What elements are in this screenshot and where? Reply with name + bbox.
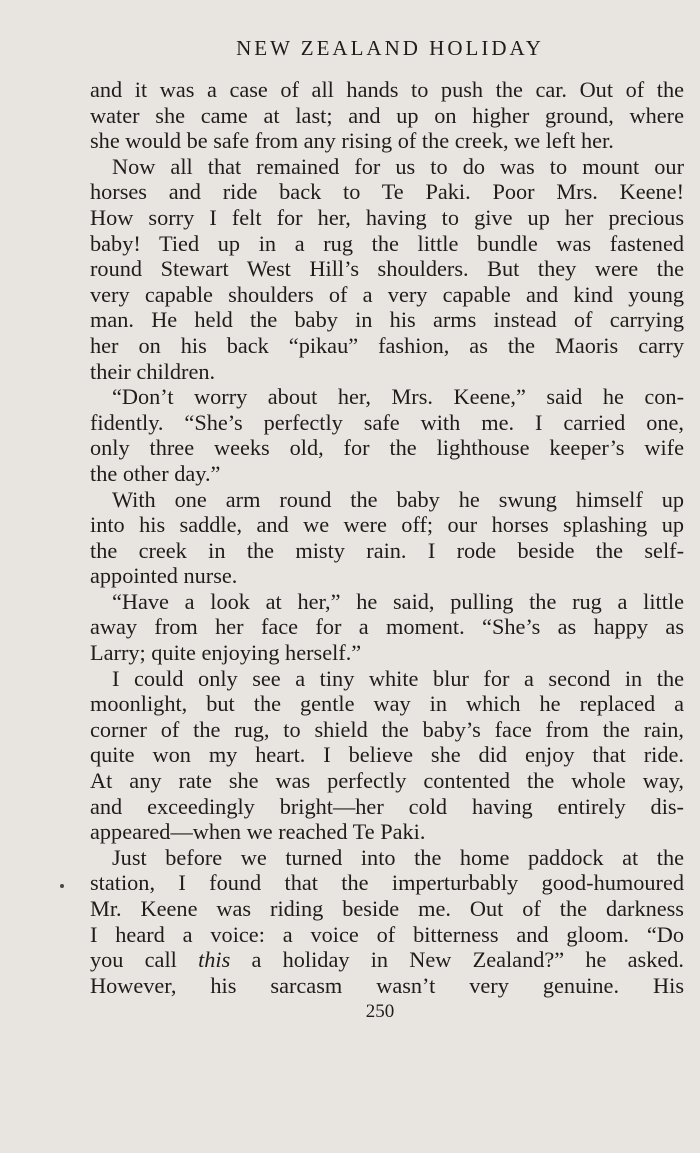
text-line: round Stewart West Hill’s shoulders. But they were the [90, 256, 684, 282]
text-line: Larry; quite enjoying herself.” [90, 640, 362, 666]
text-line: I could only see a tiny white blur for a second in the [112, 665, 684, 691]
text-line: Just before we turned into the home paddock at the [112, 844, 684, 870]
text-line: horses and ride back to Te Paki. Poor Mrs. Keene! [90, 179, 684, 205]
text-line: the other day.” [90, 460, 221, 486]
text-line: you call this a holiday in New Zealand?” he asked. [90, 947, 684, 973]
text-line: However, his sarcasm wasn’t very genuine. His [90, 972, 684, 998]
emphasis: this [198, 947, 231, 973]
text-line: I heard a voice: a voice of bitterness and gloom. “Do [90, 921, 684, 947]
text-line: baby! Tied up in a rug the little bundle was fastened [90, 230, 684, 256]
text-line: station, I found that the imperturbably good-humoured [90, 870, 684, 896]
text-line: At any rate she was perfectly contented the whole way, [90, 768, 684, 794]
text-line: man. He held the baby in his arms instead of carrying [90, 307, 684, 333]
text-line: water she came at last; and up on higher ground, where [90, 102, 684, 128]
body-text [90, 77, 684, 998]
text-line: the creek in the misty rain. I rode beside the self- [90, 537, 684, 563]
ink-speck [60, 884, 64, 888]
text-line: “Don’t worry about her, Mrs. Keene,” said he con- [112, 384, 684, 410]
text-line: Now all that remained for us to do was to mount our [112, 153, 684, 179]
text-line: corner of the rug, to shield the baby’s face from the rain, [90, 716, 684, 742]
text-line: into his saddle, and we were off; our horses splashing up [90, 512, 684, 538]
text-line: “Have a look at her,” he said, pulling the rug a little [112, 588, 684, 614]
text-line: very capable shoulders of a very capable and kind young [90, 281, 684, 307]
text-line: their children. [90, 358, 216, 384]
text-line: appeared—when we reached Te Paki. [90, 819, 426, 845]
text-line: and it was a case of all hands to push the car. Out of the [90, 77, 684, 102]
text-line: fidently. “She’s perfectly safe with me. I carried one, [90, 409, 684, 435]
text-line: she would be safe from any rising of the creek, we left her. [90, 128, 614, 154]
text-line: How sorry I felt for her, having to give up her precious [90, 204, 684, 230]
text-line: appointed nurse. [90, 563, 238, 589]
page-number: 250 [365, 1001, 395, 1022]
text-line: Mr. Keene was riding beside me. Out of the darkness [90, 896, 684, 921]
text-line: only three weeks old, for the lighthouse keeper’s wife [90, 435, 684, 461]
text-line: and exceedingly bright—her cold having entirely dis- [90, 793, 684, 819]
running-head: NEW ZEALAND HOLIDAY [236, 36, 544, 60]
text-line: quite won my heart. I believe she did enjoy that ride. [90, 742, 684, 768]
text-line: her on his back “pikau” fashion, as the Maoris carry [90, 332, 684, 358]
text-line: away from her face for a moment. “She’s as happy as [90, 614, 684, 640]
text-line: moonlight, but the gentle way in which he replaced a [90, 691, 684, 717]
text-line: With one arm round the baby he swung himself up [112, 486, 684, 512]
